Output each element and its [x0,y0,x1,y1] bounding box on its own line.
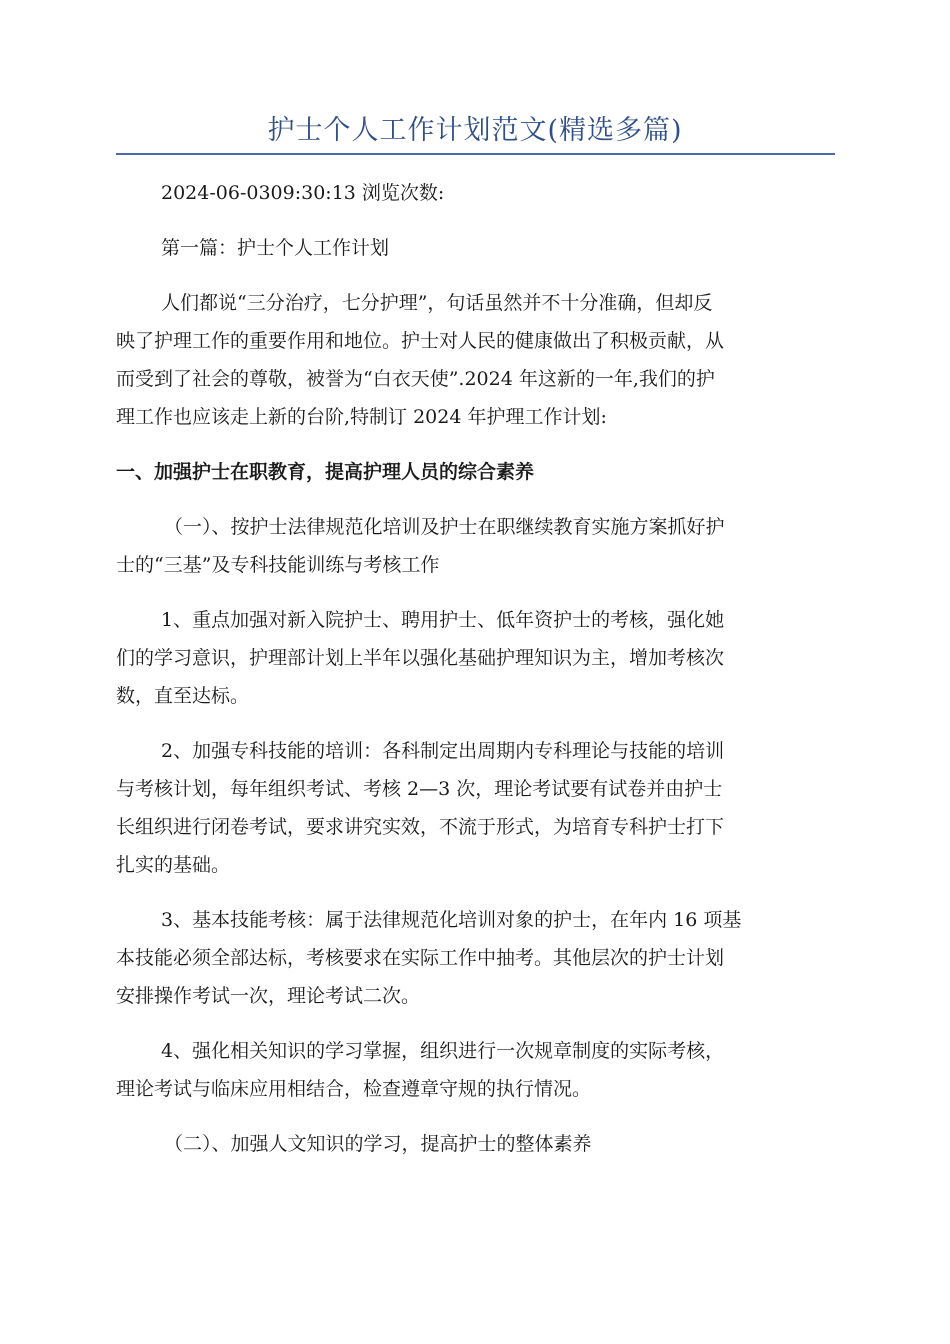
paragraph-line: 扎实的基础。 [116,854,231,876]
paragraph-line: （一）、按护士法律规范化培训及护士在职继续教育实施方案抓好护 [164,516,725,538]
paragraph-line: 士的“三基”及专科技能训练与考核工作 [116,554,440,576]
paragraph-line: 长组织进行闭卷考试，要求讲究实效，不流于形式，为培育专科护士打下 [116,816,725,838]
section-title: 第一篇：护士个人工作计划 [161,237,390,259]
paragraph-line: 与考核计划，每年组织考试、考核 2—3 次，理论考试要有试卷并由护士 [116,778,723,800]
paragraph-line: 3、基本技能考核：属于法律规范化培训对象的护士，在年内 16 项基 [161,909,742,931]
paragraph-line: 4、强化相关知识的学习掌握，组织进行一次规章制度的实际考核， [161,1040,725,1062]
paragraph-line: 而受到了社会的尊敬，被誉为“白衣天使”.2024 年这新的一年,我们的护 [116,368,715,390]
paragraph-line: 理工作也应该走上新的台阶,特制订 2024 年护理工作计划: [116,406,607,428]
paragraph-line: 本技能必须全部达标，考核要求在实际工作中抽考。其他层次的护士计划 [116,947,725,969]
paragraph-line: 安排操作考试一次，理论考试二次。 [116,985,421,1007]
publish-meta: 2024-06-0309:30:13 浏览次数: [161,182,445,204]
paragraph-line: 2、加强专科技能的培训：各科制定出周期内专科理论与技能的培训 [161,740,725,762]
paragraph-line: 人们都说“三分治疗，七分护理”，句话虽然并不十分准确，但却反 [161,292,713,314]
paragraph-line: 1、重点加强对新入院护士、聘用护士、低年资护士的考核，强化她 [161,609,725,631]
paragraph-line: 理论考试与临床应用相结合，检查遵章守规的执行情况。 [116,1078,592,1100]
heading-1: 一、加强护士在职教育，提高护理人员的综合素养 [116,461,535,483]
paragraph-line: 数，直至达标。 [116,685,250,707]
subheading-2: （二）、加强人文知识的学习，提高护士的整体素养 [164,1133,592,1155]
paragraph-line: 们的学习意识，护理部计划上半年以强化基础护理知识为主，增加考核次 [116,647,725,669]
document-title: 护士个人工作计划范文(精选多篇) [267,115,683,146]
title-underline [116,153,835,155]
paragraph-line: 映了护理工作的重要作用和地位。护士对人民的健康做出了积极贡献，从 [116,330,725,352]
